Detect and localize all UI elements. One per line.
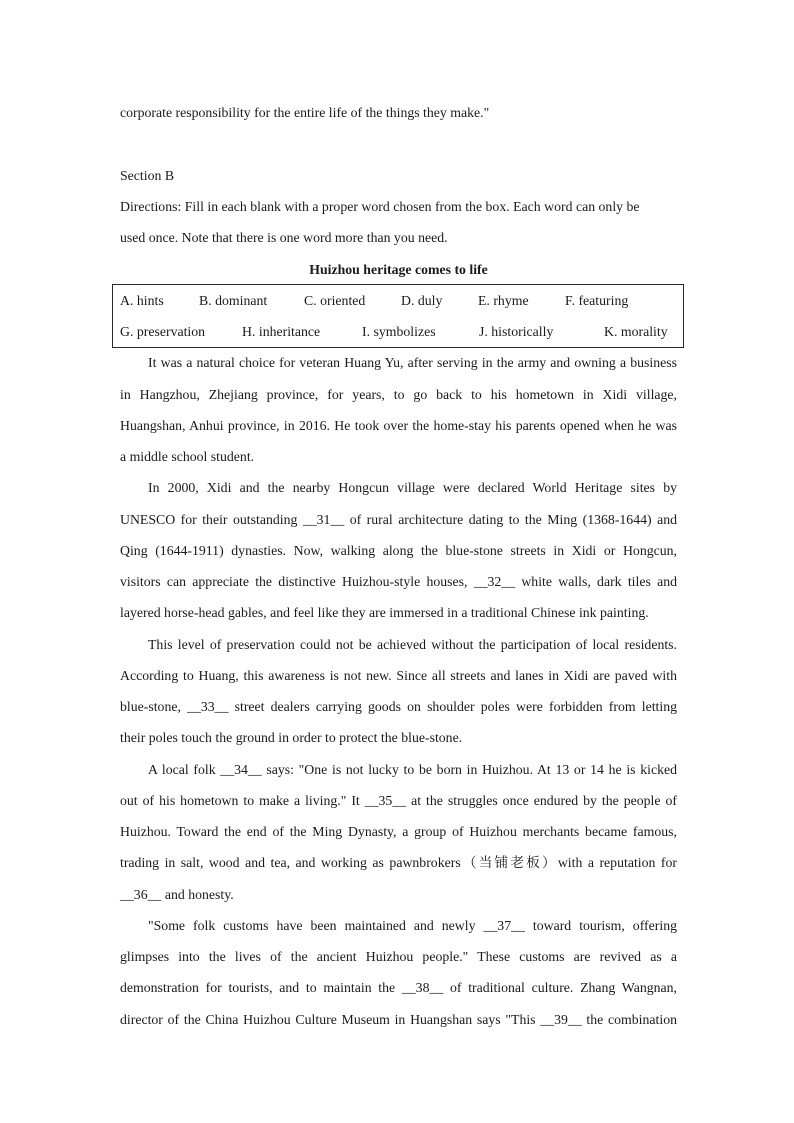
- word-option: B. dominant: [199, 292, 268, 308]
- paragraph-2: [120, 472, 677, 628]
- paragraph-line: trading in salt, wood and tea, and working as pawnbrokers（当铺老板）with a reputation for: [120, 855, 677, 871]
- paragraph-line: According to Huang, this awareness is not new. Since all streets and lanes in Xidi are paved with: [120, 667, 677, 683]
- paragraph-line: A local folk __34__ says: "One is not lucky to be born in Huizhou. At 13 or 14 he is kicked: [148, 761, 677, 777]
- paragraph-line: demonstration for tourists, and to maintain the __38__ of traditional culture. Zhang Wangnan,: [120, 980, 677, 996]
- paragraph-line: __36__ and honesty.: [120, 886, 234, 902]
- word-option: K. morality: [604, 324, 668, 340]
- paragraph-line: director of the China Huizhou Culture Museum in Huangshan says "This __39__ the combination: [120, 1011, 677, 1027]
- paragraph-line: their poles touch the ground in order to protect the blue-stone.: [120, 730, 463, 746]
- paragraph-line: This level of preservation could not be achieved without the participation of local residents.: [148, 636, 677, 652]
- paragraph-1: [120, 347, 677, 472]
- word-option: F. featuring: [565, 292, 629, 308]
- word-option: C. oriented: [304, 292, 366, 308]
- previous-passage-tail: corporate responsibility for the entire life of the things they make.": [120, 105, 490, 121]
- word-option: I. symbolizes: [362, 324, 436, 340]
- paragraph-line: out of his hometown to make a living." It __35__ at the struggles once endured by the people of: [120, 792, 677, 808]
- directions-line: used once. Note that there is one word more than you need.: [120, 230, 448, 246]
- paragraph-line: Huizhou. Toward the end of the Ming Dynasty, a group of Huizhou merchants became famous,: [120, 824, 677, 840]
- word-option: E. rhyme: [478, 292, 529, 308]
- passage-title: Huizhou heritage comes to life: [309, 261, 488, 277]
- paragraph-line: a middle school student.: [120, 449, 255, 465]
- paragraph-line: UNESCO for their outstanding __31__ of rural architecture dating to the Ming (1368-1644) and: [120, 511, 677, 527]
- paragraph-5: [120, 910, 677, 1035]
- paragraph-line: "Some folk customs have been maintained and newly __37__ toward tourism, offering: [148, 917, 677, 933]
- word-option: J. historically: [479, 324, 554, 340]
- paragraph-4: [120, 754, 677, 910]
- word-option: H. inheritance: [242, 324, 321, 340]
- word-option: G. preservation: [120, 324, 206, 340]
- paragraph-line: It was a natural choice for veteran Huang Yu, after serving in the army and owning a business: [148, 355, 677, 371]
- paragraph-line: layered horse-head gables, and feel like they are immersed in a traditional Chinese ink painting.: [120, 605, 649, 621]
- word-box: [113, 285, 683, 348]
- paragraph-3: [120, 629, 677, 754]
- paragraph-line: In 2000, Xidi and the nearby Hongcun village were declared World Heritage sites by: [148, 480, 677, 496]
- paragraph-line: blue-stone, __33__ street dealers carrying goods on shoulder poles were forbidden from letting: [120, 699, 677, 715]
- paragraph-line: Qing (1644-1911) dynasties. Now, walking along the blue-stone streets in Xidi or Hongcun,: [120, 542, 677, 558]
- text-column: [120, 97, 677, 1035]
- section-heading: Section B: [120, 167, 175, 183]
- word-option: A. hints: [120, 292, 164, 308]
- paragraph-line: glimpses into the lives of the ancient Huizhou people." These customs are revived as a: [120, 949, 677, 965]
- directions-line: Directions: Fill in each blank with a proper word chosen from the box. Each word can only be: [120, 199, 640, 215]
- word-option: D. duly: [401, 292, 443, 308]
- blank-line: [120, 129, 677, 160]
- paragraph-line: Huangshan, Anhui province, in 2016. He took over the home-stay his parents opened when he was: [120, 417, 677, 433]
- paragraph-line: visitors can appreciate the distinctive Huizhou-style houses, __32__ white walls, dark tiles and: [120, 574, 677, 590]
- paragraph-line: in Hangzhou, Zhejiang province, for years, to go back to his hometown in Xidi village,: [120, 386, 677, 402]
